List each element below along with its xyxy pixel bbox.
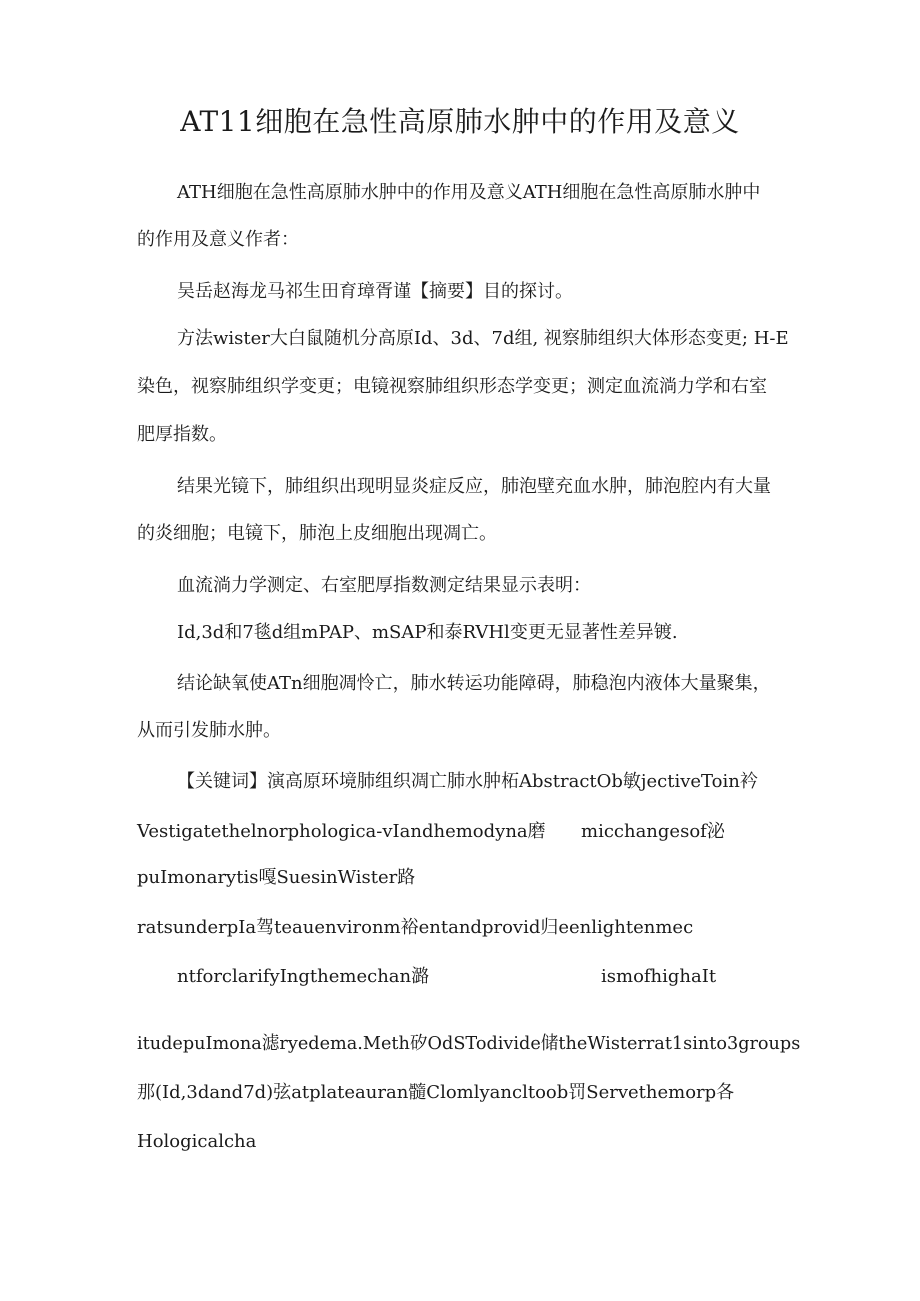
paragraph-line: Vestigatethelnorphologica-vIandhemodyna磨 <box>137 821 546 842</box>
document-title: AT11细胞在急性高原肺水肿中的作用及意义 <box>180 105 740 138</box>
paragraph-line: 【关键词】演高原环境肺组织凋亡肺水肿柘AbstractOb敏jectiveToin衿 <box>177 771 758 792</box>
paragraph-line: Hologicalcha <box>137 1131 257 1152</box>
paragraph-line: 的炎细胞；电镜下，肺泡上皮细胞出现凋亡。 <box>137 523 497 544</box>
paragraph-line: itudepuImona滤ryedema.Meth矽OdSTodivide储theWisterrat1sinto3groups <box>137 1033 801 1054</box>
paragraph-line: 染色，视察肺组织学变更；电镜视察肺组织形态学变更；测定血流淌力学和右室 <box>137 376 767 397</box>
paragraph-line: puImonarytis嘎SuesinWister路 <box>137 867 416 888</box>
paragraph-line: 肥厚指数。 <box>137 424 227 445</box>
paragraph-line: 吴岳赵海龙马祁生田育璋胥谨【摘要】目的探讨。 <box>177 281 573 302</box>
paragraph-line: ismofhighaIt <box>601 966 717 987</box>
paragraph-line: 方法wister大白鼠随机分高原Id、3d、7d组, 视察肺组织大体形态变更; H-E <box>177 328 789 349</box>
paragraph-line: micchangesof泌 <box>581 821 725 842</box>
paragraph-line: 的作用及意义作者： <box>137 229 299 250</box>
paragraph-line: Id,3d和7毯d组mPAP、mSAP和泰RVHl变更无显著性差异镀. <box>177 622 678 643</box>
paragraph-line: 那(Id,3dand7d)弦atplateauran髓Clomlyancltoob罚Servethemorp各 <box>137 1082 735 1103</box>
paragraph-line: ratsunderpIa驾teauenvironm裕entandprovid归eenlightenmec <box>137 917 694 938</box>
paragraph-line: ntforclarifyIngthemechan潞 <box>177 966 430 987</box>
paragraph-line: 从而引发肺水肿。 <box>137 720 281 741</box>
paragraph-line: 血流淌力学测定、右室肥厚指数测定结果显示表明： <box>177 575 591 596</box>
paragraph-line: 结论缺氧使ATn细胞凋怜亡，肺水转运功能障碍，肺稳泡内液体大量聚集， <box>177 673 771 694</box>
paragraph-line: 结果光镜下，肺组织出现明显炎症反应，肺泡壁充血水肿，肺泡腔内有大量 <box>177 476 771 497</box>
paragraph-line: ATH细胞在急性高原肺水肿中的作用及意义ATH细胞在急性高原肺水肿中 <box>177 182 761 203</box>
